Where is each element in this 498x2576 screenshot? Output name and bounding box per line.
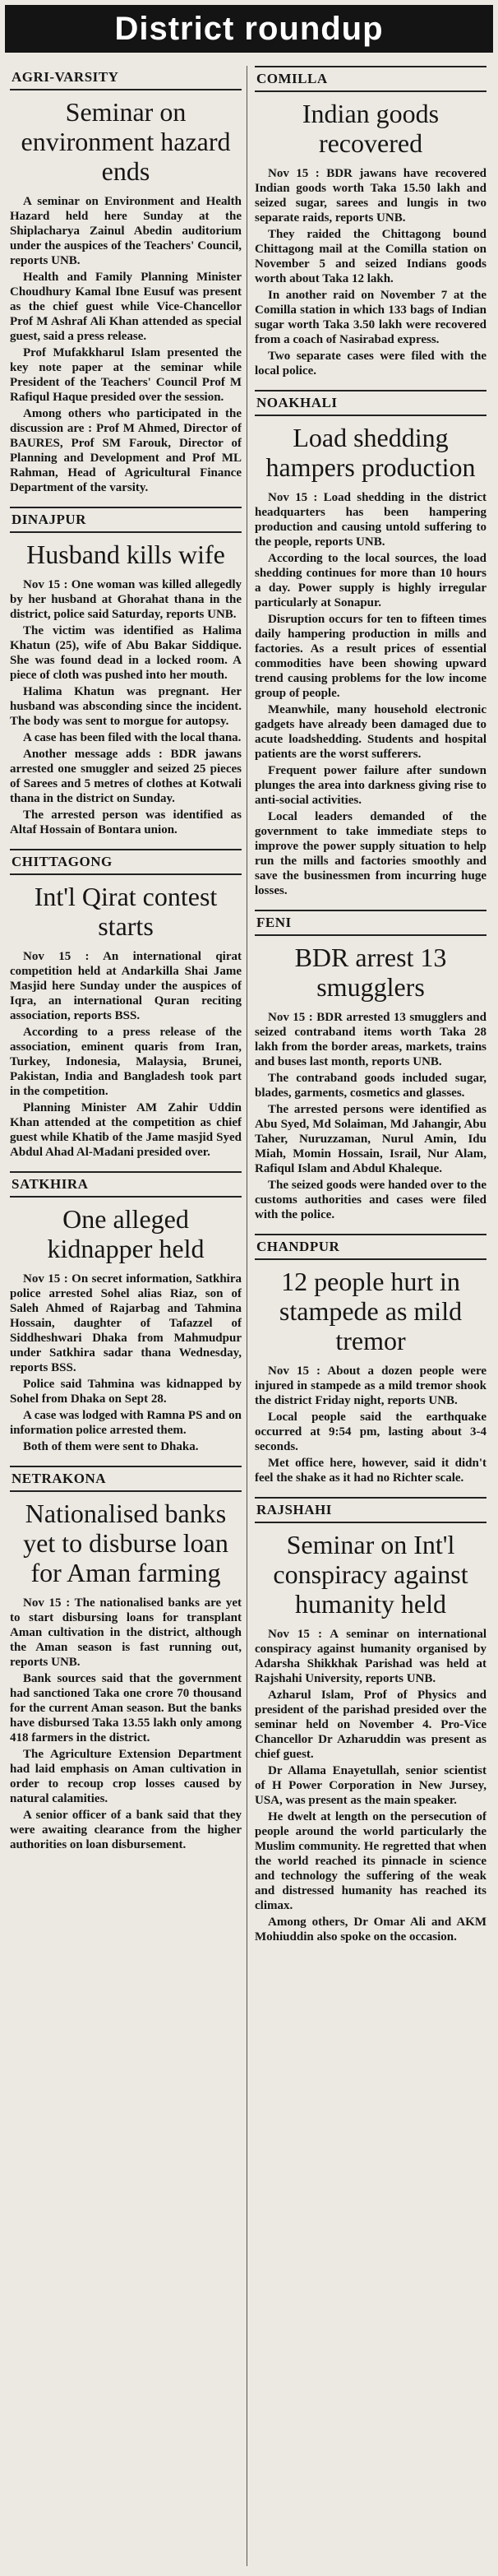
article-feni xyxy=(255,910,486,1222)
article-paragraph: Halima Khatun was pregnant. Her husband was absconding since the incident. The body was sent to morgue for autopsy. xyxy=(10,685,242,728)
article-paragraph: The victim was identified as Halima Khatun (25), wife of Abu Bakar Siddique. She was found dead in a locked room. A piece of cloth was pushed into her mouth. xyxy=(10,624,242,682)
left-column xyxy=(10,66,242,2573)
article-comilla xyxy=(255,66,486,378)
article-paragraph: According to a press release of the association, eminent quaris from Iran, Turkey, Indonesia, Malaysia, Brunei, Pakistan, India and Bangladesh took part in the competition. xyxy=(10,1026,242,1098)
dateline-label: NETRAKONA xyxy=(10,1466,242,1492)
article-paragraph: Local leaders demanded of the government to take immediate steps to improve the power supply situation to help run the mills and factories smoothly and save the businessmen from incurring huge losses. xyxy=(255,810,486,897)
article-paragraph: The arrested persons were identified as Abu Syed, Md Solaiman, Md Jahangir, Abu Taher, Nuruzzaman, Nurul Amin, Idu Miah, Momin Hossain, Israil, Nur Alam, Rafiqul Islam and Abdul Khaleque. xyxy=(255,1103,486,1175)
article-dinajpur xyxy=(10,507,242,837)
article-headline: 12 people hurt in stampede as mild tremor xyxy=(279,1267,463,1355)
article-headline: Indian goods recovered xyxy=(302,99,440,158)
article-headline: Seminar on environment hazard ends xyxy=(21,97,231,186)
article-paragraph: According to the local sources, the load shedding continues for more than 10 hours a day. Power supply is highly irregular particularly at Sonapur. xyxy=(255,552,486,609)
article-paragraph: Nov 15 : The nationalised banks are yet to start disbursing loans for transplant Aman cultivation in the district, although the Aman season is fast running out, reports UNB. xyxy=(10,1596,242,1669)
article-chittagong xyxy=(10,849,242,1160)
article-paragraph: A seminar on Environment and Health Hazard held here Sunday at the Shiplacharya Zainul Abedin auditorium under the auspices of the Teachers' Council, reports UNB. xyxy=(10,195,242,267)
article-chandpur xyxy=(255,1234,486,1485)
article-headline: Nationalised banks yet to disburse loan for Aman farming xyxy=(23,1499,228,1587)
dateline-label: CHANDPUR xyxy=(255,1234,486,1260)
article-paragraph: Disruption occurs for ten to fifteen times daily hampering production in mills and factories. As a result prices of essential commodities have been showing upward trend causing problems for the low income group of people. xyxy=(255,613,486,700)
article-satkhira xyxy=(10,1171,242,1454)
dateline-label: RAJSHAHI xyxy=(255,1497,486,1523)
article-paragraph: Both of them were sent to Dhaka. xyxy=(23,1440,199,1453)
article-headline: One alleged kidnapper held xyxy=(47,1204,205,1263)
article-paragraph: Nov 15 : BDR jawans have recovered Indian goods worth Taka 15.50 lakh and seized sugar, sarees and lungis in two separate raids, reports UNB. xyxy=(255,167,486,225)
dateline-label: AGRI-VARSITY xyxy=(10,66,242,90)
dateline-label: COMILLA xyxy=(255,66,486,92)
article-headline: Int'l Qirat contest starts xyxy=(34,882,218,941)
dateline-label: FENI xyxy=(255,910,486,936)
article-paragraph: Bank sources said that the government had sanctioned Taka one crore 70 thousand for the current Aman season. But the banks have disbursed Taka 13.55 lakh only among 418 farmers in the district. xyxy=(10,1672,242,1744)
article-paragraph: Two separate cases were filed with the local police. xyxy=(255,350,486,378)
article-paragraph: A senior officer of a bank said that they were awaiting clearance from the higher authorities on loan disbursement. xyxy=(10,1809,242,1851)
dateline-label: CHITTAGONG xyxy=(10,849,242,875)
article-paragraph: The Agriculture Extension Department had laid emphasis on Aman cultivation in order to recoup crop losses caused by natural calamities. xyxy=(10,1748,242,1805)
article-paragraph: He dwelt at length on the persecution of people around the world particularly the Muslim community. He regretted that when the world reached its pinnacle in science and technology the suffering of the weak and distressed humanity has reached its climax. xyxy=(255,1810,486,1912)
article-paragraph: Health and Family Planning Minister Choudhury Kamal Ibne Eusuf was present as the chief guest while Vice-Chancellor Prof M Ashraf Ali Khan attended as special guest, said a press release. xyxy=(10,271,242,343)
article-paragraph: A case was lodged with Ramna PS and on information police arrested them. xyxy=(10,1409,242,1437)
article-paragraph: Among others, Dr Omar Ali and AKM Mohiuddin also spoke on the occasion. xyxy=(255,1916,486,1944)
article-paragraph: Among others who participated in the discussion are : Prof M Ahmed, Director of BAURES, Prof SM Farouk, Director of Planning and Development and Prof ML Rahman, Head of Agricultural Finance Department of the varsity. xyxy=(10,407,242,494)
article-headline: Husband kills wife xyxy=(26,540,225,569)
dateline-label: DINAJPUR xyxy=(10,507,242,533)
article-paragraph: Nov 15 : About a dozen people were injured in stampede as a mild tremor shook the district Friday night, reports UNB. xyxy=(255,1364,486,1407)
article-paragraph: Nov 15 : BDR arrested 13 smugglers and seized contraband items worth Taka 28 lakh from the border areas, markets, trains and buses last month, reports UNB. xyxy=(255,1011,486,1068)
dateline-label: SATKHIRA xyxy=(10,1171,242,1198)
article-agri-varsity xyxy=(10,66,242,495)
article-paragraph: Nov 15 : One woman was killed allegedly by her husband at Ghorahat thana in the district, police said Saturday, reports UNB. xyxy=(10,578,242,621)
article-paragraph: Local people said the earthquake occurred at 9:54 pm, lasting about 3-4 seconds. xyxy=(255,1411,486,1453)
article-paragraph: Planning Minister AM Zahir Uddin Khan attended at the competition as chief guest while Khatib of the Jame masjid Syed Abdul Ahad Al-Madani presided over. xyxy=(10,1101,242,1159)
article-paragraph: A case has been filed with the local thana. xyxy=(23,731,242,744)
article-paragraph: The arrested person was identified as Altaf Hossain of Bontara union. xyxy=(10,808,242,836)
article-paragraph: Azharul Islam, Prof of Physics and president of the parishad presided over the seminar held on November 4. Pro-Vice Chancellor Dr Azharuddin was present as chief guest. xyxy=(255,1689,486,1761)
page-banner: District roundup xyxy=(5,5,493,53)
article-paragraph: In another raid on November 7 at the Comilla station in which 133 bags of Indian sugar worth Taka 3.50 lakh were recovered from a coach of Nasirabad express. xyxy=(255,289,486,346)
article-paragraph: The seized goods were handed over to the customs authorities and cases were filed with the police. xyxy=(255,1179,486,1221)
article-netrakona xyxy=(10,1466,242,1852)
article-headline: Seminar on Int'l conspiracy against humanity held xyxy=(273,1530,468,1619)
article-paragraph: Meanwhile, many household electronic gadgets have already been damaged due to acute loadshedding. Students and hospital patients are the worst sufferers. xyxy=(255,703,486,761)
article-paragraph: Frequent power failure after sundown plunges the area into darkness giving rise to anti-social activities. xyxy=(255,764,486,807)
article-paragraph: Nov 15 : An international qirat competition held at Andarkilla Shai Jame Masjid here Sunday under the auspices of Iqra, an international Quran reciting association, reports BSS. xyxy=(10,950,242,1022)
article-headline: BDR arrest 13 smugglers xyxy=(294,943,447,1002)
article-paragraph: Nov 15 : A seminar on international conspiracy against humanity organised by Adarsha Shikkhak Parishad was held at Rajshahi University, reports UNB. xyxy=(255,1628,486,1685)
article-paragraph: Dr Allama Enayetullah, senior scientist of H Power Corporation in New Jursey, USA, was present as the main speaker. xyxy=(255,1764,486,1807)
article-paragraph: Nov 15 : On secret information, Satkhira police arrested Sohel alias Riaz, son of Saleh Ahmed of Rajarbag and Tahmina Hossain, daughter of Tafazzel of Siddheshwari Dhaka from Mahmudpur under Satkhira sadar thana Wednesday, reports BSS. xyxy=(10,1272,242,1374)
article-paragraph: Another message adds : BDR jawans arrested one smuggler and seized 25 pieces of Sarees and 5 metres of clothes at Kotwali thana in the district on Sunday. xyxy=(10,748,242,805)
article-paragraph: They raided the Chittagong bound Chittagong mail at the Comilla station on November 5 and seized Indians goods worth about Taka 12 lakh. xyxy=(255,228,486,285)
article-paragraph: Police said Tahmina was kidnapped by Sohel from Dhaka on Sept 28. xyxy=(10,1378,242,1406)
article-paragraph: Nov 15 : Load shedding in the district headquarters has been hampering production and causing untold suffering to the people, reports UNB. xyxy=(255,491,486,549)
dateline-label: NOAKHALI xyxy=(255,390,486,416)
right-column xyxy=(255,66,486,2573)
article-noakhali xyxy=(255,390,486,898)
article-rajshahi xyxy=(255,1497,486,1944)
article-headline: Load shedding hampers production xyxy=(265,423,476,482)
article-paragraph: Prof Mufakkharul Islam presented the key note paper at the seminar while President of the Teachers' Council Prof M Rafiqul Haque presided over the session. xyxy=(10,346,242,404)
article-paragraph: The contraband goods included sugar, blades, garments, cosmetics and glasses. xyxy=(255,1072,486,1100)
article-paragraph: Met office here, however, said it didn't feel the shake as it had no Richter scale. xyxy=(255,1457,486,1485)
